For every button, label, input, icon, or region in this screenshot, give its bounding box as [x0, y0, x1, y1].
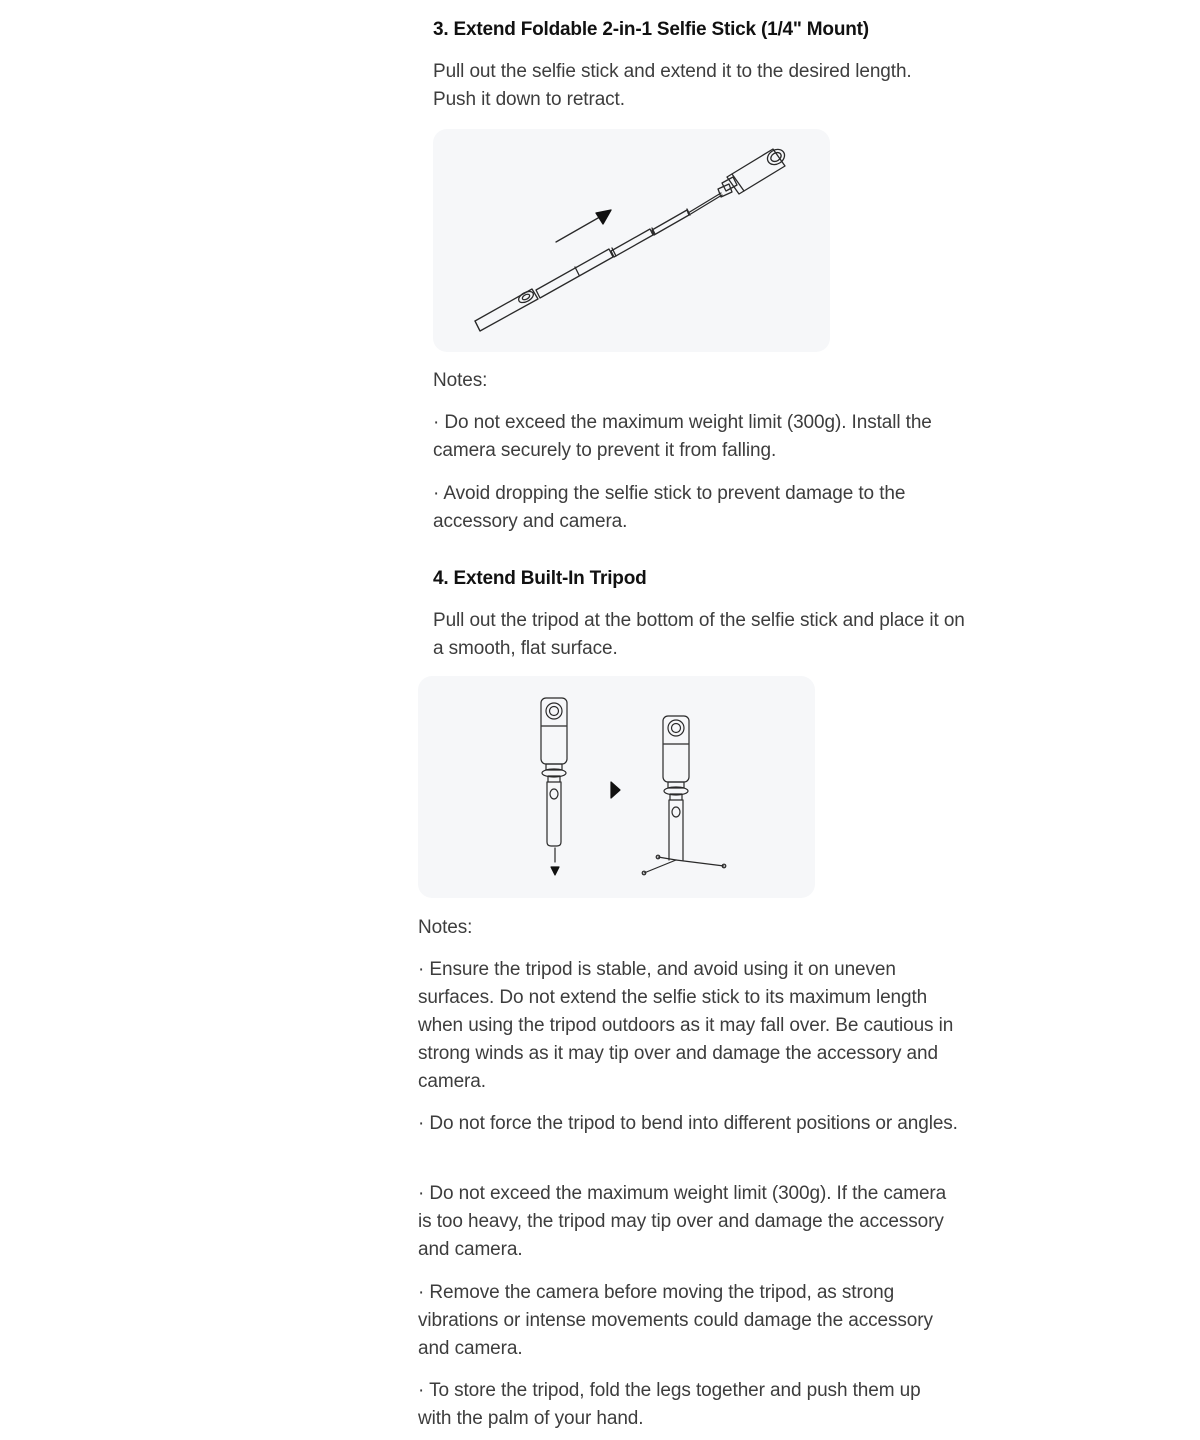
- section-4-note-4: · Remove the camera before moving the tripod, as strong vibrations or intense movements could damage the accessory and camera.: [418, 1282, 933, 1359]
- section-3-description: Pull out the selfie stick and extend it to the desired length. Push it down to retract.: [433, 61, 912, 110]
- section-4-note-5: · To store the tripod, fold the legs together and push them up with the palm of your hand.: [418, 1380, 921, 1429]
- section-4-notes-label: Notes:: [418, 917, 473, 938]
- section-4-description: Pull out the tripod at the bottom of the selfie stick and place it on a smooth, flat surface.: [433, 610, 965, 659]
- selfie-stick-extend-illustration: [433, 129, 830, 352]
- section-3-title: 3. Extend Foldable 2-in-1 Selfie Stick (1/4" Mount): [433, 19, 869, 40]
- tripod-extend-illustration: [418, 676, 815, 898]
- section-4-note-3: · Do not exceed the maximum weight limit (300g). If the camera is too heavy, the tripod may tip over and damage the accessory and camera.: [418, 1183, 947, 1260]
- tripod-drawing: [418, 676, 815, 898]
- section-3-notes-label: Notes:: [433, 370, 488, 391]
- section-3-note-1: · Do not exceed the maximum weight limit (300g). Install the camera securely to prevent it from falling.: [433, 412, 932, 461]
- selfie-stick-drawing: [433, 129, 830, 352]
- section-4-note-1: · Ensure the tripod is stable, and avoid using it on uneven surfaces. Do not extend the selfie stick to its maximum length when using the tripod outdoors as it may fall over. Be cautious in strong winds as it may tip over and damage the accessory and camera.: [418, 959, 954, 1092]
- section-4-title: 4. Extend Built-In Tripod: [433, 568, 647, 589]
- section-3-note-2: · Avoid dropping the selfie stick to prevent damage to the accessory and camera.: [433, 483, 906, 532]
- section-4-note-2: · Do not force the tripod to bend into different positions or angles.: [418, 1113, 958, 1134]
